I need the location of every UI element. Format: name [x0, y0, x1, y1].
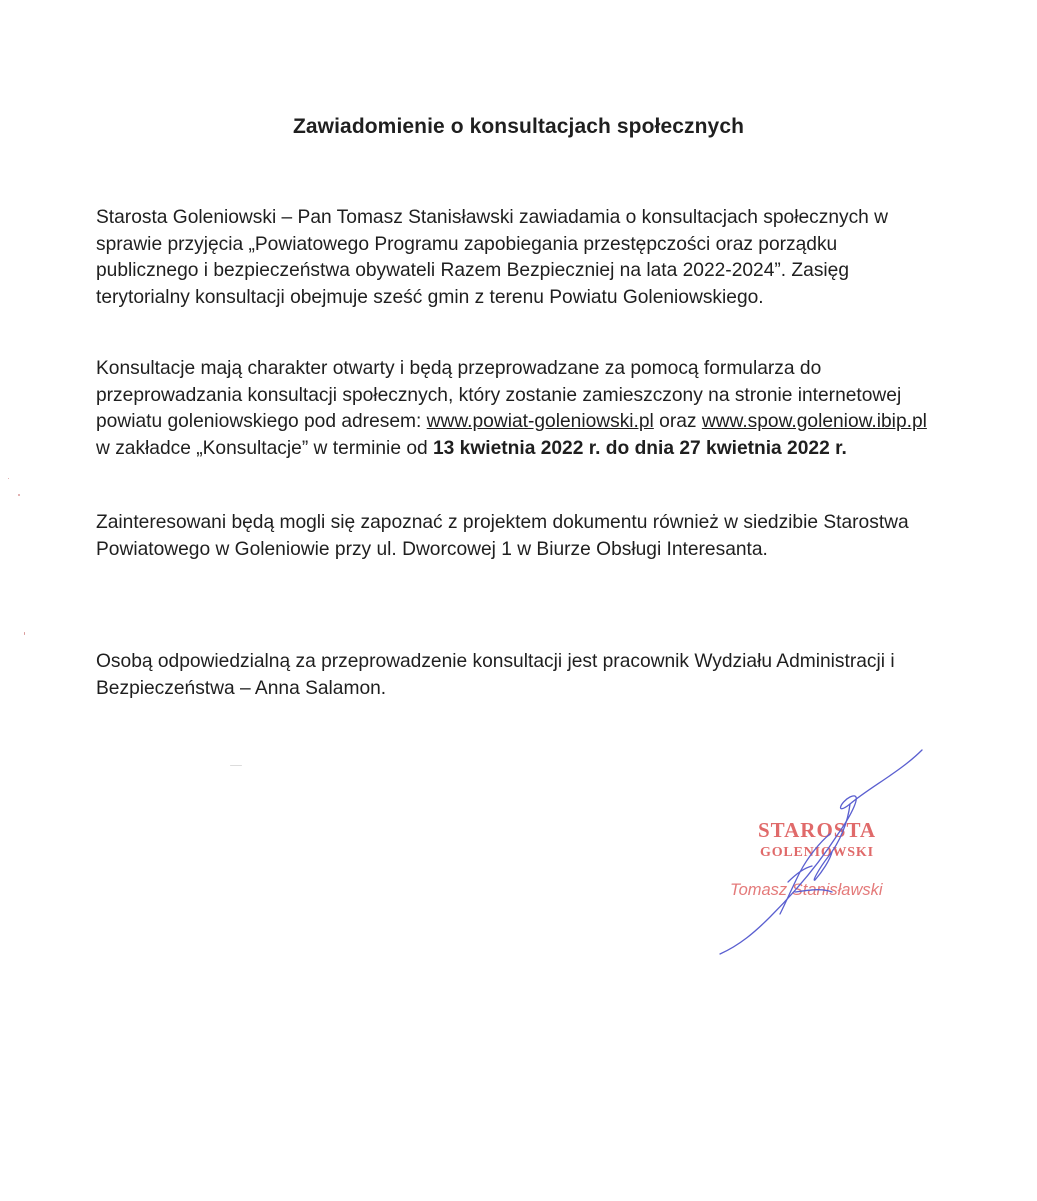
paragraph-document-access: Zainteresowani będą mogli się zapoznać z projektem dokumentu również w siedzibie Starostwa Powiatowego w Goleniowie przy ul. Dworcowej 1 w Biurze Obsługi Interesanta.	[96, 512, 909, 560]
signature-strokes	[720, 750, 922, 954]
paragraph-consultation-details	[96, 356, 936, 462]
handwritten-signature	[700, 742, 960, 962]
consultation-date-range: 13 kwietnia 2022 r. do dnia 27 kwietnia 2022 r.	[433, 437, 847, 459]
consultation-text-intro: Konsultacje mają charakter otwarty i będą przeprowadzane za pomocą formularza do przeprowadzania konsultacji społecznych, który zostanie zamieszczony na stronie internetowej powiatu goleniowskiego pod adresem:	[96, 358, 902, 432]
scan-speck	[24, 632, 25, 635]
paragraph-responsible-person: Osobą odpowiedzialną za przeprowadzenie konsultacji jest pracownik Wydziału Administracji i Bezpieczeństwa – Anna Salamon.	[96, 651, 895, 699]
scan-speck	[8, 478, 9, 479]
official-stamp	[700, 742, 960, 962]
scan-speck	[18, 494, 20, 496]
stamp-office: GOLENIOWSKI	[760, 845, 874, 860]
paragraph-announcement: Starosta Goleniowski – Pan Tomasz Stanisławski zawiadamia o konsultacjach społecznych w sprawie przyjęcia „Powiatowego Programu zapobiegania przestępczości oraz porządku publicznego i bezpieczeństwa obywateli Razem Bezpieczniej na lata 2022-2024”. Zasięg terytorialny konsultacji obejmuje sześć gmin z terenu Powiatu Goleniowskiego.	[96, 207, 889, 308]
link-spow-goleniow-bip[interactable]: www.spow.goleniow.ibip.pl	[701, 411, 927, 432]
document-title: Zawiadomienie o konsultacjach społecznych	[292, 115, 745, 138]
consultation-text-conjunction: oraz	[653, 411, 702, 432]
scan-speck	[230, 765, 242, 766]
consultation-text-tab: w zakładce „Konsultacje” w terminie od	[96, 437, 433, 459]
stamp-title: STAROSTA	[758, 818, 877, 842]
link-powiat-goleniowski[interactable]: www.powiat-goleniowski.pl	[426, 411, 654, 432]
stamp-name: Tomasz Stanisławski	[730, 881, 883, 899]
